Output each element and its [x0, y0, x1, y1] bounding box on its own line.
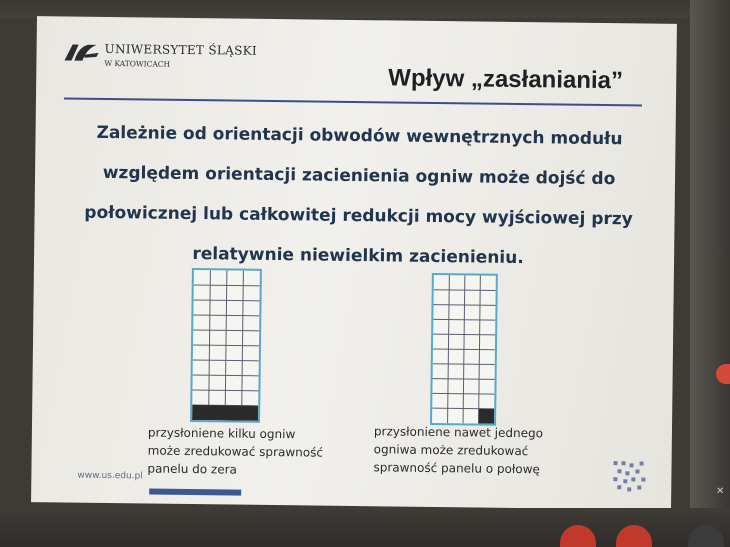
university-name: UNIWERSYTET ŚLĄSKI	[104, 41, 258, 58]
university-logo-icon	[62, 40, 100, 66]
shaded-row	[192, 405, 258, 421]
title-divider	[64, 97, 642, 106]
caption-line: przysłoniene kilku ogniw	[147, 425, 296, 442]
shaded-cell	[479, 409, 495, 424]
slide-body	[78, 113, 640, 280]
monitor-bezel-top	[0, 0, 730, 18]
caption-line: przysłoniene nawet jednego	[373, 424, 544, 441]
caption-line: ogniwa może zredukować	[373, 442, 529, 459]
caption-line: sprawność panelu o połowę	[373, 460, 540, 477]
record-indicator-icon[interactable]	[716, 364, 730, 384]
solar-cell-grid	[192, 270, 260, 421]
footer-url: www.us.edu.pl	[77, 470, 143, 482]
body-line: Zależnie od orientacji obwodów wewnętrznych modułu	[96, 122, 623, 150]
body-line: względem orientacji zacienienia ogniw może dojść do	[102, 162, 616, 190]
university-city: W KATOWICACH	[104, 58, 171, 69]
body-line: połowicznej lub całkowitej redukcji mocy wyjściowej przy	[84, 202, 633, 230]
mic-muted-icon[interactable]: ✕	[716, 486, 725, 497]
monitor-bezel-right	[690, 0, 730, 547]
caption-line: panelu do zera	[147, 461, 238, 477]
slide-title: Wpływ „zasłaniania”	[388, 64, 624, 95]
caption-line: może zredukować sprawność	[147, 443, 324, 460]
panel-1-caption	[147, 423, 323, 479]
solar-panel-single-cell-shading	[430, 273, 498, 426]
qr-code-icon	[611, 459, 647, 495]
footer-accent-bar	[149, 489, 241, 496]
university-logo	[62, 40, 262, 82]
panel-2-caption	[373, 422, 543, 478]
solar-panel-full-shading	[190, 268, 262, 423]
solar-cell-grid	[432, 275, 496, 424]
body-line: relatywnie niewielkim zacienieniu.	[192, 244, 524, 269]
presentation-slide	[31, 16, 677, 510]
